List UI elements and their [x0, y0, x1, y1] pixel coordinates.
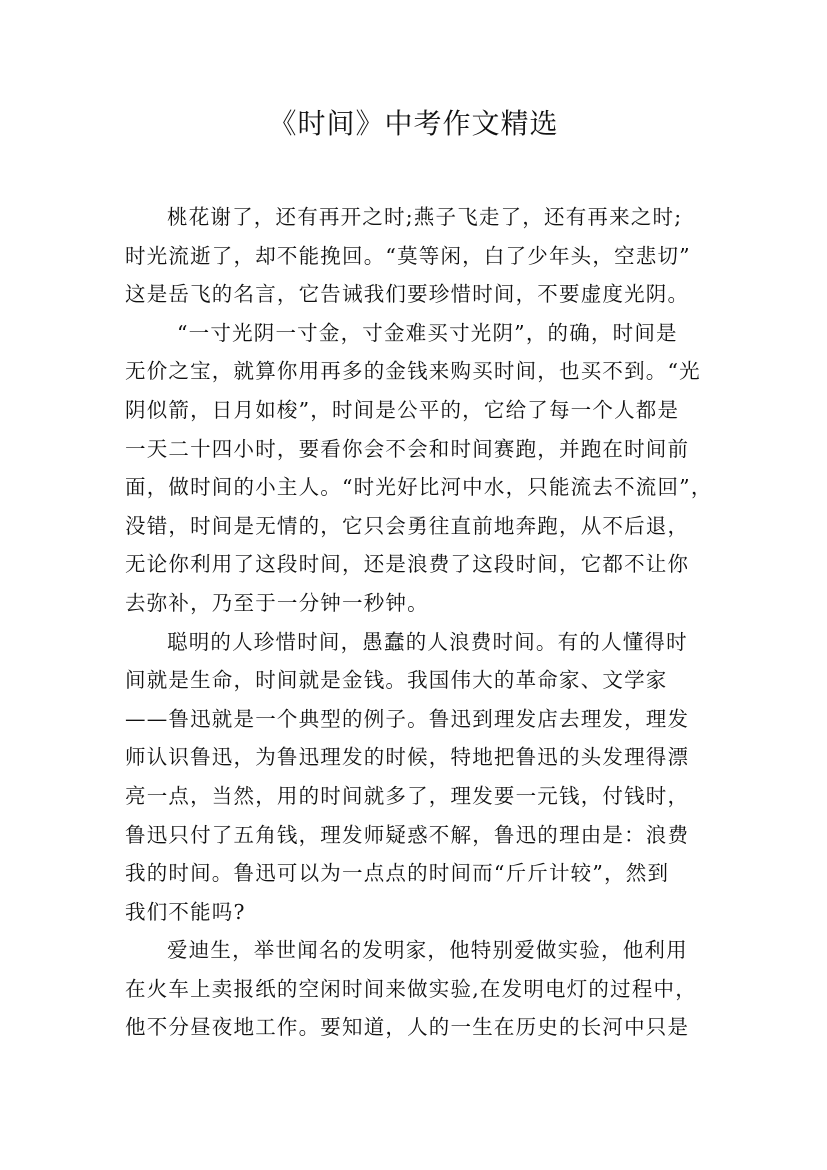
- paragraph-line: 我的时间。鲁迅可以为一点点的时间而“斤斤计较”，然到: [125, 861, 670, 886]
- paragraph-line: 聪明的人珍惜时间，愚蠢的人浪费时间。有的人懂得时: [167, 629, 688, 654]
- paragraph-line: 师认识鲁迅，为鲁迅理发的时候，特地把鲁迅的头发理得漂: [125, 745, 690, 770]
- paragraph-line: 鲁迅只付了五角钱，理发师疑惑不解，鲁迅的理由是：浪费: [125, 822, 690, 847]
- paragraph-line: 去弥补，乃至于一分钟一秒钟。: [125, 590, 429, 615]
- paragraph-line: 在火车上卖报纸的空闲时间来做实验,在发明电灯的过程中，: [125, 976, 697, 1001]
- paragraph-line: 没错，时间是无情的，它只会勇往直前地奔跑，从不后退，: [125, 513, 690, 538]
- paragraph-line: 无价之宝，就算你用再多的金钱来购买时间，也买不到。“光: [125, 359, 701, 384]
- paragraph-line: 面，做时间的小主人。“时光好比河中水，只能流去不流回”，: [125, 475, 713, 500]
- paragraph-line: 阴似箭，日月如梭”，时间是公平的，它给了每一个人都是: [125, 397, 680, 422]
- paragraph-line: 无论你利用了这段时间，还是浪费了这段时间，它都不让你: [125, 552, 690, 577]
- paragraph-line: 爱迪生，举世闻名的发明家，他特别爱做实验，他利用: [167, 938, 688, 963]
- paragraph-line: 一天二十四小时，要看你会不会和时间赛跑，并跑在时间前: [125, 436, 690, 461]
- paragraph-line: 他不分昼夜地工作。要知道，人的一生在历史的长河中只是: [125, 1015, 690, 1040]
- paragraph-line: 间就是生命，时间就是金钱。我国伟大的革命家、文学家: [125, 668, 668, 693]
- paragraph-line: 时光流逝了，却不能挽回。“莫等闲，白了少年头，空悲切”: [125, 243, 691, 268]
- paragraph-line: ——鲁迅就是一个典型的例子。鲁迅到理发店去理发，理发: [125, 706, 690, 731]
- paragraph-line: 这是岳飞的名言，它告诫我们要珍惜时间，不要虚度光阴。: [125, 282, 690, 307]
- paragraph-line: 桃花谢了，还有再开之时;燕子飞走了，还有再来之时;: [167, 205, 683, 229]
- paragraph-line: 我们不能吗?: [125, 899, 246, 924]
- document-title: 《时间》中考作文精选: [268, 107, 559, 140]
- paragraph-line: “一寸光阴一寸金，寸金难买寸光阴”，的确，时间是: [177, 320, 678, 345]
- paragraph-line: 亮一点，当然，用的时间就多了，理发要一元钱，付钱时，: [125, 783, 690, 808]
- document-body: [125, 198, 725, 1047]
